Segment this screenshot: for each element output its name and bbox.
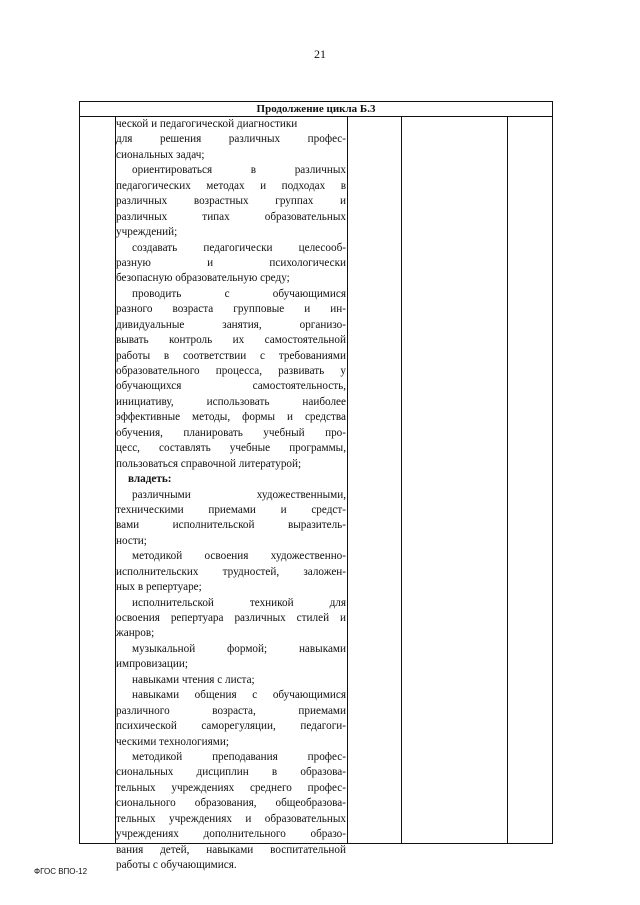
text-line: обучения, планировать учебный про- <box>116 426 346 439</box>
footer-code: ФГОС ВПО-12 <box>34 867 88 876</box>
text-line: тельных учреждениях и образовательных <box>116 812 346 825</box>
text-line: образовательного процесса, развивать у <box>116 365 346 377</box>
table-header: Продолжение цикла Б.3 <box>80 102 552 117</box>
text-line: пользоваться справочной литературой; <box>116 457 302 470</box>
text-line: вывать контроль их самостоятельной <box>116 334 346 347</box>
text-line: разного возраста групповые и ин- <box>116 303 346 316</box>
text-line: проводить с обучающимися <box>132 287 346 300</box>
text-line: цесс, составлять учебные программы, <box>116 442 346 455</box>
text-line: вами исполнительской выразитель- <box>116 519 346 532</box>
text-line: методикой освоения художественно- <box>132 550 346 563</box>
text-line: навыками чтения с листа; <box>132 673 255 686</box>
text-line: различными художественными, <box>132 488 346 501</box>
text-line: исполнительских трудностей, заложен- <box>116 565 346 578</box>
page-number: 21 <box>314 47 326 61</box>
text-line: ческими технологиями; <box>116 735 229 748</box>
competency-text <box>116 117 346 873</box>
text-line: методикой преподавания профес- <box>132 750 346 763</box>
competency-table <box>79 101 553 871</box>
text-line: учреждениях дополнительного образо- <box>116 828 346 841</box>
text-line: освоения репертуара различных стилей и <box>116 612 346 624</box>
text-line: техническими приемами и средст- <box>116 503 346 516</box>
text-line: психической саморегуляции, педагоги- <box>116 720 346 733</box>
text-line: музыкальной формой; навыками <box>132 642 346 655</box>
text-line: импровизации; <box>116 658 188 671</box>
text-line: разную и психологически <box>116 256 346 269</box>
text-line: безопасную образовательную среду; <box>116 272 290 285</box>
text-line: работы в соответствии с требованиями <box>116 349 346 362</box>
text-line: сиональных задач; <box>116 148 205 161</box>
text-line: работы с обучающимися. <box>116 859 237 871</box>
column-divider <box>347 116 348 843</box>
text-line: обучающихся самостоятельность, <box>116 380 346 393</box>
text-line: учреждений; <box>116 226 178 239</box>
text-line: различного возраста, приемами <box>116 704 346 717</box>
text-line: тельных учреждениях среднего профес- <box>116 781 346 794</box>
text-line: различных типах образовательных <box>116 210 346 223</box>
text-line: создавать педагогически целесооб- <box>132 241 346 254</box>
text-line: исполнительской техникой для <box>132 596 346 609</box>
column-divider <box>507 116 508 843</box>
text-line: сионального образования, общеобразова- <box>116 797 346 810</box>
text-line: навыками общения с обучающимися <box>132 689 346 702</box>
text-line: сиональных дисциплин в образова- <box>116 766 346 779</box>
text-line: эффективные методы, формы и средства <box>116 411 346 424</box>
text-line: ных в репертуаре; <box>116 581 202 594</box>
text-line: жанров; <box>116 627 155 640</box>
text-line: владеть: <box>128 473 172 486</box>
column-divider <box>401 116 402 843</box>
text-line: вания детей, навыками воспитательной <box>116 843 346 856</box>
text-line: ческой и педагогической диагностики <box>116 118 298 130</box>
text-line: для решения различных профес- <box>116 133 346 146</box>
text-line: инициативу, использовать наиболее <box>116 395 346 408</box>
text-line: ориентироваться в различных <box>132 164 346 177</box>
text-line: различных возрастных группах и <box>116 195 346 208</box>
text-line: дивидуальные занятия, организо- <box>116 318 346 331</box>
text-line: педагогических методах и подходах в <box>116 179 346 192</box>
text-line: ности; <box>116 534 147 547</box>
